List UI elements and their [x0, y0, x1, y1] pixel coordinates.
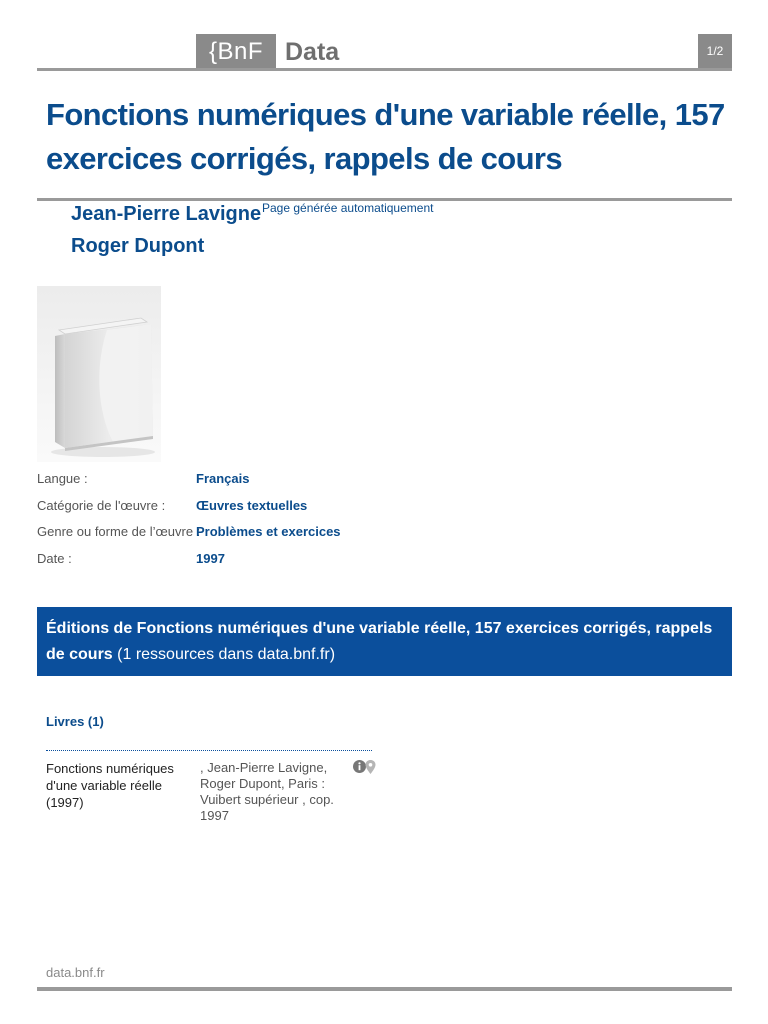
date-value[interactable]: 1997: [196, 551, 225, 566]
category-label: Catégorie de l'œuvre :: [37, 498, 166, 513]
page-indicator: 1/2: [698, 34, 732, 68]
map-pin-icon[interactable]: [365, 760, 376, 774]
category-value[interactable]: Œuvres textuelles: [196, 498, 308, 513]
genre-value[interactable]: Problèmes et exercices: [196, 524, 341, 539]
editions-count: (1 ressources dans data.bnf.fr): [117, 646, 336, 663]
genre-label: Genre ou forme de l’œuvre :: [37, 524, 201, 539]
author-link-1[interactable]: Jean-Pierre Lavigne: [71, 203, 262, 225]
bnf-logo[interactable]: {BnF: [196, 34, 276, 68]
editions-heading: Éditions de Fonctions numériques d'une variable réelle, 157 exercices corrigés, rappels de cours: [46, 620, 713, 663]
page-title: Fonctions numériques d'une variable réelle, 157 exercices corrigés, rappels de cours: [46, 97, 725, 176]
edition-title-link[interactable]: Fonctions numériques d'une variable réelle (1997): [46, 761, 174, 810]
author-link-2[interactable]: Roger Dupont: [71, 235, 205, 257]
section-divider: [46, 750, 372, 751]
edition-details: , Jean-Pierre Lavigne, Roger Dupont, Paris : Vuibert supérieur , cop. 1997: [200, 760, 334, 823]
footer-rule: [37, 987, 732, 991]
date-label: Date :: [37, 551, 72, 566]
book-placeholder-icon: [37, 286, 161, 462]
header-rule: [37, 68, 732, 71]
book-cover-image: [37, 286, 161, 462]
language-label: Langue :: [37, 471, 88, 486]
language-value[interactable]: Français: [196, 471, 250, 486]
data-logo-text[interactable]: Data: [285, 38, 340, 66]
auto-generated-note: Page générée automatiquement: [262, 201, 434, 215]
books-section-label[interactable]: Livres (1): [46, 714, 104, 729]
footer-site-link[interactable]: data.bnf.fr: [46, 965, 105, 980]
editions-banner: [37, 607, 732, 676]
